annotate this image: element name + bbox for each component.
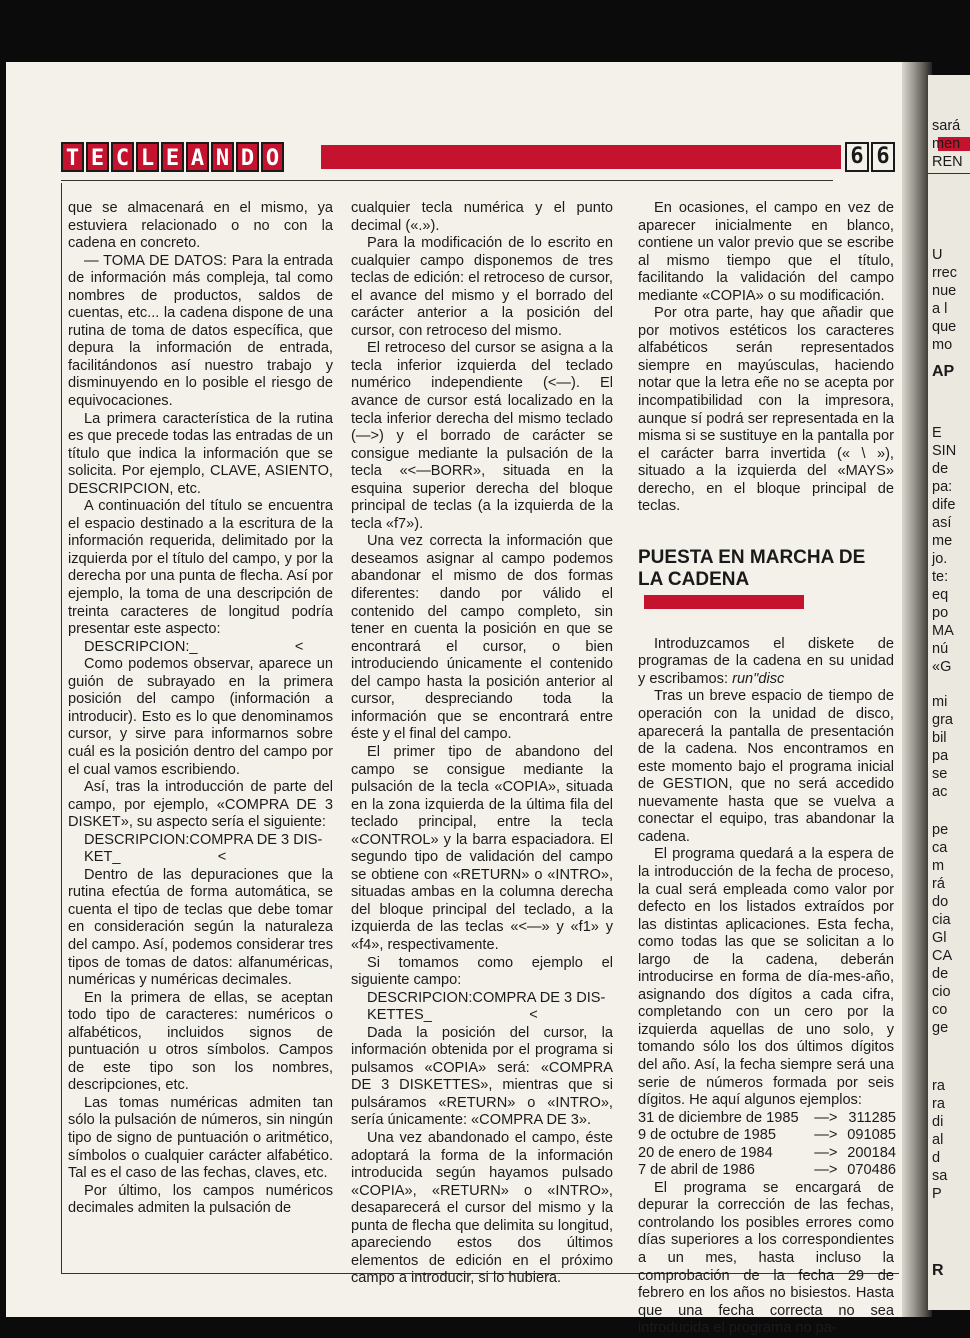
adjacent-page-text: P	[932, 1186, 942, 1202]
adjacent-page-text: gra	[932, 712, 953, 728]
adjacent-page-text: me	[932, 533, 953, 549]
date-example-row	[638, 1110, 896, 1128]
adjacent-page-text: U	[932, 247, 943, 263]
adjacent-page-text: SIN	[932, 443, 957, 459]
paragraph: El retroceso del cursor se asigna a la tecla inferior izquierda del teclado numérico independiente (<—). El avance de cursor está localizado en la tecla inferior derecha del mismo teclado (—>) y el borrado de carácter se consigue mediante la pulsación de la tecla «<—BORR», situada en la esquina superior derecha del bloque principal de teclas (a la izquierda de la tecla «f7»).	[351, 340, 613, 532]
paragraph: En ocasiones, el campo en vez de aparecer inicialmente en blanco, contiene un valor previo que se escribe al mismo tiempo que el título, facilitando la validación del campo mediante «COPIA» o su modificación.	[638, 200, 894, 304]
date-example-row	[638, 1162, 896, 1180]
adjacent-page-text: pe	[932, 822, 949, 838]
article-column-2	[351, 200, 613, 1288]
adjacent-page-text: que	[932, 319, 957, 335]
date-arrow: —>	[814, 1127, 838, 1144]
paragraph: Así, tras la introducción de parte del campo, por ejemplo, «COMPRA DE 3 DISKET», su aspecto sería el siguiente:	[68, 779, 333, 831]
adjacent-page-text: sará	[932, 118, 961, 134]
adjacent-page-text: R	[932, 1262, 944, 1279]
adjacent-page-text: se	[932, 766, 948, 782]
adjacent-page-text: «G	[932, 659, 952, 675]
paragraph: Introduzcamos el diskete de programas de la cadena en su unidad y escribamos: run"disc	[638, 635, 894, 687]
date-arrow: —>	[814, 1109, 838, 1126]
date-date: 31 de diciembre de 1985	[638, 1109, 799, 1126]
article-column-3	[638, 200, 894, 1338]
title-letter: E	[86, 142, 109, 172]
command-text: run"disc	[732, 670, 785, 687]
paragraph: cualquier tecla numérica y el punto decimal («.»).	[351, 200, 613, 234]
adjacent-page-text: te:	[932, 569, 949, 585]
paragraph: Para la modificación de lo escrito en cualquier campo disponemos de tres teclas de edición: el retroceso de cursor, el avance del mismo y el borrado del carácter anterior a la posición del cursor, con retroceso del mismo.	[351, 235, 613, 339]
adjacent-page-text: dife	[932, 497, 956, 513]
adjacent-page-text: ac	[932, 784, 948, 800]
adjacent-page-text: sa	[932, 1168, 948, 1184]
title-letter: L	[136, 142, 159, 172]
adjacent-page-text: ge	[932, 1020, 949, 1036]
adjacent-page-text: REN	[932, 154, 963, 170]
adjacent-page-text: rrec	[932, 265, 957, 281]
code-line: DESCRIPCION:COMPRA DE 3 DIS-	[84, 831, 323, 848]
paragraph: Por último, los campos numéricos decimales admiten la pulsación de	[68, 1182, 333, 1217]
date-date: 9 de octubre de 1985	[638, 1127, 776, 1144]
date-code: 070486	[847, 1162, 896, 1179]
paragraph: El primer tipo de abandono del campo se consigue mediante la pulsación de la tecla «COPIA», situada en la zona izquierda de la última fila del teclado principal, entre la tecla «CONTROL» y la barra espaciadora. El segundo tipo de validación del campo se obtiene con «RETURN» o «INTRO», situadas ambas en la columna derecha del bloque principal del teclado, a la izquierda de las teclas «<—» y «f1» y «f4», respectivamente.	[351, 743, 613, 953]
adjacent-page-text: po	[932, 605, 949, 621]
adjacent-page-text: MA	[932, 623, 954, 639]
heading-red-bar	[644, 595, 804, 609]
adjacent-page-text: nue	[932, 283, 957, 299]
adjacent-page-text: d	[932, 1150, 941, 1166]
adjacent-page-text: AP	[932, 363, 955, 380]
adjacent-page-text: cia	[932, 912, 951, 928]
code-line: KETTES_ <	[367, 1007, 538, 1024]
adjacent-page-text: bil	[932, 730, 947, 746]
title-letter: C	[111, 142, 134, 172]
adjacent-page-text: así	[932, 515, 952, 531]
date-examples-table	[638, 1110, 896, 1180]
adjacent-page-text: do	[932, 894, 949, 910]
adjacent-page-text: jo.	[932, 551, 948, 567]
title-letter: N	[211, 142, 234, 172]
left-frame-rule	[61, 183, 62, 1273]
page-digit: 6	[871, 142, 895, 172]
adjacent-page-text: al	[932, 1132, 944, 1148]
section-heading: PUESTA EN MARCHA DE LA CADENA	[638, 547, 894, 613]
adjacent-page-text: pa:	[932, 479, 953, 495]
date-date: 20 de enero de 1984	[638, 1144, 773, 1161]
date-code: 200184	[847, 1144, 896, 1161]
section-title-tecleando	[61, 142, 284, 172]
adjacent-page-text: nú	[932, 641, 949, 657]
adjacent-page-text: E	[932, 425, 942, 441]
adjacent-page-text: ca	[932, 840, 948, 856]
paragraph: Tras un breve espacio de tiempo de operación con la unidad de disco, aparecerá la pantalla de presentación de la cadena. Nos encontramos en este momento bajo el programa inicial de GESTION, que no será accedido nuevamente hasta que se vuelva a conectar el equipo, tras abandonar la cadena.	[638, 688, 894, 845]
paragraph: Si tomamos como ejemplo el siguiente campo:	[351, 954, 613, 989]
paragraph: Por otra parte, hay que añadir que por motivos estéticos los caracteres alfabéticos serán representados siempre en mayúsculas, haciendo notar que la letra eñe no se acepta por incompatibilidad con la impresora, aunque sí podrá ser representada en la misma si se sustituye en la pantalla por el carácter barra invertida (« \ »), situado a la izquierda del «MAYS» derecho, en el bloque principal de teclas.	[638, 305, 894, 515]
date-example-row	[638, 1127, 896, 1145]
adjacent-page-text: de	[932, 966, 949, 982]
header-red-bar	[321, 145, 841, 169]
paragraph: La primera característica de la rutina es que precede todas las entradas de un título que indica la información que se solicita. Por ejemplo, CLAVE, ASIENTO, DESCRIPCION, etc.	[68, 410, 333, 497]
adjacent-page-text: co	[932, 1002, 948, 1018]
section-header	[61, 142, 907, 172]
paragraph: Una vez correcta la información que deseamos asignar al campo podemos abandonar el mismo de dos formas diferentes: dando por válido el contenido del campo completo, sin tener en cuenta la posición en que se encontrará el cursor, o bien introduciendo únicamente el contenido del campo hasta la posición anterior al cursor, despreciando toda la información que se encontrará entre éste y el final del campo.	[351, 533, 613, 743]
top-rule	[61, 180, 833, 181]
title-letter: D	[236, 142, 259, 172]
paragraph: Las tomas numéricas admiten tan sólo la pulsación de números, sin ningún tipo de signo de puntuación o aritmético, símbolos o cualquier carácter alfabético. Tal es el caso de las fechas, claves, etc.	[68, 1094, 333, 1182]
paragraph: Dentro de las depuraciones que la rutina efectúa de forma automática, se cuenta el tipo de teclas que debe tomar en consideración según la naturaleza del campo. Así, podemos considerar tres tipos de tomas de datos: alfanuméricas, numéricas y numéricas decimales.	[68, 866, 333, 989]
paragraph: El programa se encargará de depurar la corrección de las fechas, controlando los posibles errores como días superiores a los correspondientes a un mes, hasta incluso la comprobación de la fecha 29 de febrero en los años no bisiestos. Hasta que una fecha correcta no sea introducida el programa no pa-	[638, 1179, 894, 1337]
title-letter: E	[161, 142, 184, 172]
date-code: 311285	[848, 1109, 896, 1126]
code-line: DESCRIPCION:COMPRA DE 3 DIS-	[367, 989, 606, 1006]
adjacent-page-text: Gl	[932, 930, 947, 946]
article-column-1	[68, 200, 333, 1218]
paragraph: Una vez abandonado el campo, éste adoptará la forma de la información introducida según hayamos pulsado «COPIA», «RETURN» o «INTRO», desaparecerá el cursor del mismo y la punta de flecha que delimita su longitud, apareciendo estos dos últimos elementos de edición en el próximo campo a introducir, si lo hubiera.	[351, 1129, 613, 1287]
title-letter: T	[61, 142, 84, 172]
adjacent-page-text: CA	[932, 948, 953, 964]
code-line: DESCRIPCION:_ <	[84, 638, 304, 655]
adjacent-page-text: cio	[932, 984, 951, 1000]
paragraph: En la primera de ellas, se aceptan todo tipo de caracteres: numéricos o alfabéticos, incluidos signos de puntuación u otros símbolos. Campos de este tipo son los nombres, descripciones, etc.	[68, 989, 333, 1094]
date-date: 7 de abril de 1986	[638, 1162, 755, 1179]
adjacent-page-text: m	[932, 858, 945, 874]
adjacent-page-text: mi	[932, 694, 948, 710]
paragraph: A continuación del título se encuentra el espacio destinado a la escritura de la información requerida, delimitado por la izquierda por el título del campo, y por la derecha por una punta de flecha. Así por ejemplo, la toma de una descripción de treinta caracteres de longitud podría presentar este aspecto:	[68, 498, 333, 638]
adjacent-page-text: pa	[932, 748, 949, 764]
adjacent-page-text: rá	[932, 876, 945, 892]
paragraph: El programa quedará a la espera de la introducción de la fecha de proceso, la cual será empleada como valor por defecto en los listados extraídos por las distintas aplicaciones. Esta fecha, como todas las que se solicitan a lo largo de la cadena, deberán introducirse en forma de día-mes-año, asignando dos dígitos a cada cifra, completando con un cero por la izquierda aquellas de uno solo, y tomando sólo los dos últimos dígitos del año. Así, la fecha siempre será una serie de números formada por seis dígitos. He aquí algunos ejemplos:	[638, 846, 894, 1109]
paragraph: — TOMA DE DATOS: Para la entrada de información más compleja, tal como nombres de productos, saldos de cuentas, etc... la cadena dispone de una rutina de toma de datos específica, que depura la información de entrada, facilitándonos así nuestro trabajo y disminuyendo en lo posible el riesgo de equivocaciones.	[68, 252, 333, 410]
adjacent-page-text: mo	[932, 337, 953, 353]
adjacent-page-text: de	[932, 461, 949, 477]
page-number	[845, 142, 895, 172]
date-arrow: —>	[814, 1144, 838, 1161]
adjacent-page-text: ra	[932, 1078, 945, 1094]
date-code: 091085	[847, 1127, 896, 1144]
adjacent-page-text: ra	[932, 1096, 945, 1112]
adjacent-page	[928, 75, 970, 1310]
title-letter: O	[261, 142, 284, 172]
adjacent-page-text: eq	[932, 587, 949, 603]
paragraph: que se almacenará en el mismo, ya estuviera relacionado o no con la cadena en concreto.	[68, 200, 333, 252]
adjacent-page-text: men	[932, 136, 961, 152]
date-example-row	[638, 1145, 896, 1163]
paragraph: Dada la posición del cursor, la información obtenida por el programa si pulsamos «COPIA» será: «COMPRA DE 3 DISKETTES», mientras que si pulsáramos «RETURN» o «INTRO», sería únicamente: «COMPRA DE 3».	[351, 1024, 613, 1129]
date-arrow: —>	[814, 1162, 838, 1179]
adjacent-page-text: di	[932, 1114, 944, 1130]
title-letter: A	[186, 142, 209, 172]
paragraph: Como podemos observar, aparece un guión de subrayado en la primera posición del campo (información a introducir). Esto es lo que denominamos cursor, y sirve para informarnos sobre cuál es la posición dentro del campo por el cual vamos escribiendo.	[68, 656, 333, 778]
code-line: KET_ <	[84, 849, 227, 866]
page-digit: 6	[845, 142, 869, 172]
adjacent-page-text: a l	[932, 301, 948, 317]
adjacent-rule	[928, 173, 970, 174]
